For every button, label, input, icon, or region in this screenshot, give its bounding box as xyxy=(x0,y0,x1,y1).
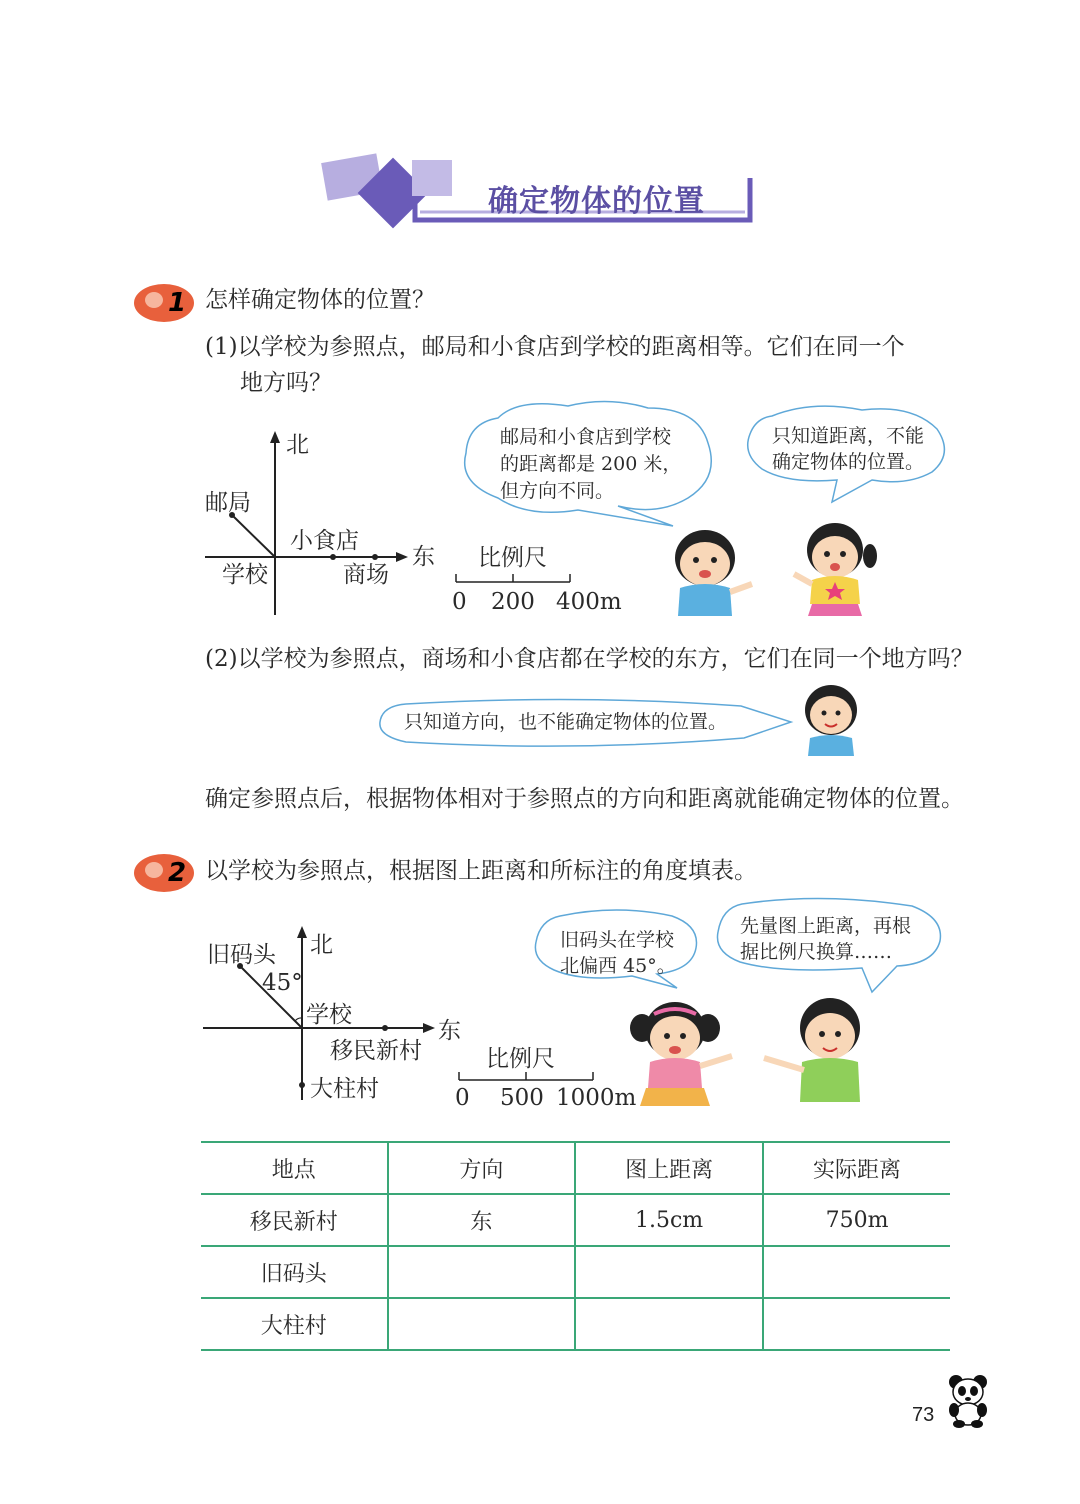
map1-east-label: 东 xyxy=(412,544,435,570)
question-1-part2: (2)以学校为参照点，商场和小食店都在学校的东方，它们在同一个地方吗？ xyxy=(205,646,974,672)
table-header-row xyxy=(201,1142,950,1194)
bubble-boy-1-line3: 但方向不同。 xyxy=(500,480,615,502)
map1-post-office-label: 邮局 xyxy=(205,490,251,516)
table-header-cell: 图上距离 xyxy=(575,1142,763,1194)
table-row xyxy=(201,1246,950,1298)
map2-east-label: 东 xyxy=(438,1018,461,1044)
girl-illustration-1 xyxy=(790,512,880,617)
table-cell: 750m xyxy=(763,1194,950,1246)
table-cell-blank[interactable] xyxy=(763,1298,950,1350)
map1-north-label: 北 xyxy=(286,432,309,458)
table-row xyxy=(201,1298,950,1350)
question-1-part1-line2: 地方吗？ xyxy=(240,370,332,396)
scale2-label-1000m: 1000m xyxy=(556,1085,637,1111)
table-header-cell: 实际距离 xyxy=(763,1142,950,1194)
scale1-bar xyxy=(452,572,577,586)
question-1: 怎样确定物体的位置？ xyxy=(205,287,435,313)
map2-village-da-label: 大柱村 xyxy=(310,1076,379,1102)
boy-illustration-3 xyxy=(760,992,885,1104)
page-number: 73 xyxy=(912,1404,935,1426)
section-1-number: 1 xyxy=(168,288,187,318)
scale1-label-0: 0 xyxy=(452,589,467,615)
table-cell-blank[interactable] xyxy=(575,1246,763,1298)
table-cell-blank[interactable] xyxy=(763,1246,950,1298)
panda-icon xyxy=(944,1372,992,1428)
map2-north-label: 北 xyxy=(310,932,333,958)
table-cell: 移民新村 xyxy=(201,1194,388,1246)
table-header-cell: 方向 xyxy=(388,1142,576,1194)
bubble-girl-2-line2: 北偏西 45°。 xyxy=(560,955,676,977)
scale2-label-0: 0 xyxy=(455,1085,470,1111)
table-cell: 旧码头 xyxy=(201,1246,388,1298)
section-2-number: 2 xyxy=(168,858,187,888)
question-1-part1-line1: (1)以学校为参照点，邮局和小食店到学校的距离相等。它们在同一个 xyxy=(205,334,905,360)
section-2-badge xyxy=(132,848,202,894)
table-row xyxy=(201,1194,950,1246)
table-cell: 1.5cm xyxy=(575,1194,763,1246)
boy-illustration-2 xyxy=(800,680,862,756)
bubble-boy-3-line1: 先量图上距离，再根 xyxy=(740,915,912,937)
table-cell-blank[interactable] xyxy=(575,1298,763,1350)
location-table xyxy=(201,1141,950,1351)
table-cell: 大柱村 xyxy=(201,1298,388,1350)
scale1-label-400m: 400m xyxy=(556,589,622,615)
scale1-label-200: 200 xyxy=(491,589,535,615)
question-2: 以学校为参照点，根据图上距离和所标注的角度填表。 xyxy=(205,858,757,884)
map1-school-label: 学校 xyxy=(222,562,268,588)
bubble-girl-2-line1: 旧码头在学校 xyxy=(560,929,675,951)
table-header-cell: 地点 xyxy=(201,1142,388,1194)
map1-mall-label: 商场 xyxy=(343,562,389,588)
section-1-badge xyxy=(132,278,202,324)
map2-school-label: 学校 xyxy=(306,1002,352,1028)
map2-village-new-label: 移民新村 xyxy=(330,1038,422,1064)
scale2-label-500: 500 xyxy=(500,1085,544,1111)
scale1-title: 比例尺 xyxy=(478,545,547,571)
bubble-boy-2-text: 只知道方向，也不能确定物体的位置。 xyxy=(404,711,728,733)
bubble-girl-1-line1: 只知道距离，不能 xyxy=(772,425,925,447)
table-cell: 东 xyxy=(388,1194,576,1246)
scale2-title: 比例尺 xyxy=(486,1046,555,1072)
boy-illustration-1 xyxy=(660,516,755,616)
conclusion-text: 确定参照点后，根据物体相对于参照点的方向和距离就能确定物体的位置。 xyxy=(205,786,964,812)
bubble-girl-1-line2: 确定物体的位置。 xyxy=(772,451,925,473)
table-cell-blank[interactable] xyxy=(388,1246,576,1298)
map1-snack-shop-label: 小食店 xyxy=(290,528,359,554)
bubble-boy-1-line2: 的距离都是 200 米， xyxy=(500,453,682,475)
girl-illustration-2 xyxy=(628,996,738,1108)
page-title: 确定物体的位置 xyxy=(488,184,705,219)
map2-angle-label: 45° xyxy=(262,970,303,996)
bubble-boy-1-line1: 邮局和小食店到学校 xyxy=(500,426,672,448)
bubble-boy-3-line2: 据比例尺换算…… xyxy=(740,941,893,963)
map2-old-pier-label: 旧码头 xyxy=(207,942,276,968)
table-cell-blank[interactable] xyxy=(388,1298,576,1350)
